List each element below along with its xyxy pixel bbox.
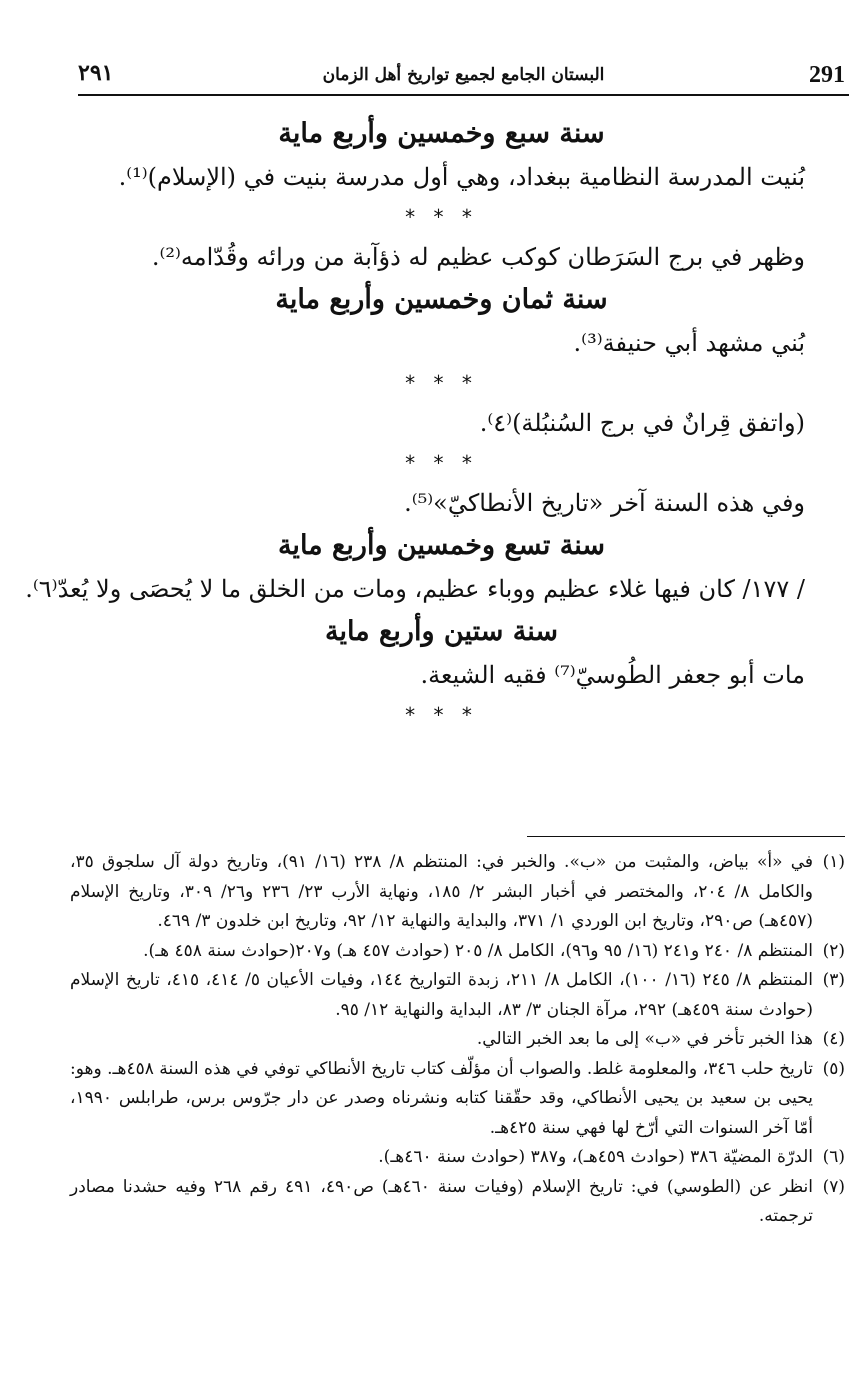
footnote-7 <box>70 1173 845 1232</box>
year-heading-457: سنة سبع وخمسين وأربع ماية <box>278 118 605 149</box>
footnote-number: (٧) <box>822 1176 845 1197</box>
footnote-text: انظر عن (الطوسي) في: تاريخ الإسلام (وفيات سنة ٤٦٠هـ) ص٤٩٠، ٤٩١ رقم ٢٦٨ وفيه حشدنا مصادر ترجمته. <box>70 1176 814 1226</box>
footnote-4 <box>70 1025 845 1055</box>
footnote-2 <box>70 937 845 967</box>
year-heading-459: سنة تسع وخمسين وأربع ماية <box>277 530 606 561</box>
page-number-arabic: ٢٩١ <box>78 60 114 86</box>
footnote-text: في «أ» بياض، والمثبت من «ب». والخبر في: المنتظم ٨/ ٢٣٨ (١٦/ ٩١)، وتاريخ دولة آل سلجوق ٣٥، والكامل ٨/ ٢٠٤، والمختصر في أخبار البشر ٢/ ١٨٥، ونهاية الأرب ٢٣/ ٢٣٦ و٢٦/ ٣٠٩، وتاريخ الإسلام (٤٥٧هـ) ص٢٩٠، وتاريخ ابن الوردي ١/ ٣٧١، والبداية والنهاية ١٢/ ٩٢، وتاريخ ابن خلدون ٣/ ٤٦٩. <box>70 852 813 931</box>
main-text <box>25 112 805 734</box>
footnote-5 <box>70 1055 845 1144</box>
footnote-text: المنتظم ٨/ ٢٤٥ (١٦/ ١٠٠)، الكامل ٨/ ٢١١، زبدة التواريخ ١٤٤، وفيات الأعيان ٥/ ٤١٤، ٤١٥، تاريخ الإسلام (حوادث سنة ٤٥٩هـ) ٢٩٢، مرآة الجنان ٣/ ٨٣، البداية والنهاية ١٢/ ٩٥. <box>70 970 813 1020</box>
footnote-text: هذا الخبر تأخر في «ب» إلى ما بعد الخبر التالي. <box>476 1029 813 1049</box>
section-divider: * * * <box>405 451 478 475</box>
paragraph: / ١٧٧/ كان فيها غلاء عظيم ووباء عظيم، ومات من الخلق ما لا يُحصَى ولا يُعدّ⁽٦⁾. <box>25 575 805 603</box>
paragraph: بُني مشهد أبي حنيفة⁽³⁾. <box>573 329 805 357</box>
footnote-6 <box>70 1143 845 1173</box>
footnote-text: المنتظم ٨/ ٢٤٠ و٢٤١ (١٦/ ٩٥ و٩٦)، الكامل ٨/ ٢٠٥ (حوادث ٤٥٧ هـ) و٢٠٧(حوادث سنة ٤٥٨ هـ). <box>143 940 813 961</box>
footnote-3 <box>70 966 845 1025</box>
section-divider: * * * <box>405 371 478 395</box>
footnote-1 <box>70 848 845 937</box>
footnote-number: (٤) <box>822 1029 845 1049</box>
footnote-text: الدرّة المضيّة ٣٨٦ (حوادث ٤٥٩هـ)، و٣٨٧ (حوادث سنة ٤٦٠هـ). <box>378 1147 813 1167</box>
page-number-latin: 291 <box>809 62 845 88</box>
page-header <box>78 58 849 96</box>
section-divider: * * * <box>405 703 478 727</box>
footnote-number: (٣) <box>822 970 845 990</box>
paragraph: (واتفق قِرانٌ في برج السُنبُلة)⁽٤⁾. <box>479 409 805 437</box>
year-heading-460: سنة ستين وأربع ماية <box>324 616 559 647</box>
footnote-number: (٢) <box>822 940 845 961</box>
footnote-number: (٥) <box>822 1058 845 1079</box>
paragraph: مات أبو جعفر الطُوسيّ⁽⁷⁾ فقيه الشيعة. <box>420 661 805 689</box>
footnote-number: (٦) <box>822 1147 845 1167</box>
paragraph: وظهر في برج السَرَطان كوكب عظيم له ذؤآبة من ورائه وقُدّامه⁽²⁾. <box>151 243 805 271</box>
footnote-separator <box>527 836 845 837</box>
paragraph: وفي هذه السنة آخر «تاريخ الأنطاكيّ»⁽⁵⁾. <box>404 489 805 517</box>
section-divider: * * * <box>405 205 478 229</box>
footnote-number: (١) <box>822 852 845 872</box>
year-heading-458: سنة ثمان وخمسين وأربع ماية <box>275 284 608 315</box>
footnote-text: تاريخ حلب ٣٤٦، والمعلومة غلط. والصواب أن مؤلّف كتاب تاريخ الأنطاكي توفي في هذه السنة ٤٥٨هـ. وهو: يحيى بن سعيد بن يحيى الأنطاكي، وقد حقّقنا كتابه ونشرناه وصدر عن دار جرّوس برس، طرابلس ١٩٩٠، أمّا آخر السنوات التي أرّخ لها فهي سنة ٤٢٥هـ. <box>70 1058 813 1138</box>
running-title: البستان الجامع لجميع تواريخ أهل الزمان <box>322 65 605 85</box>
paragraph: بُنيت المدرسة النظامية ببغداد، وهي أول مدرسة بنيت في (الإسلام)⁽¹⁾. <box>118 163 805 191</box>
footnotes <box>70 848 845 1232</box>
